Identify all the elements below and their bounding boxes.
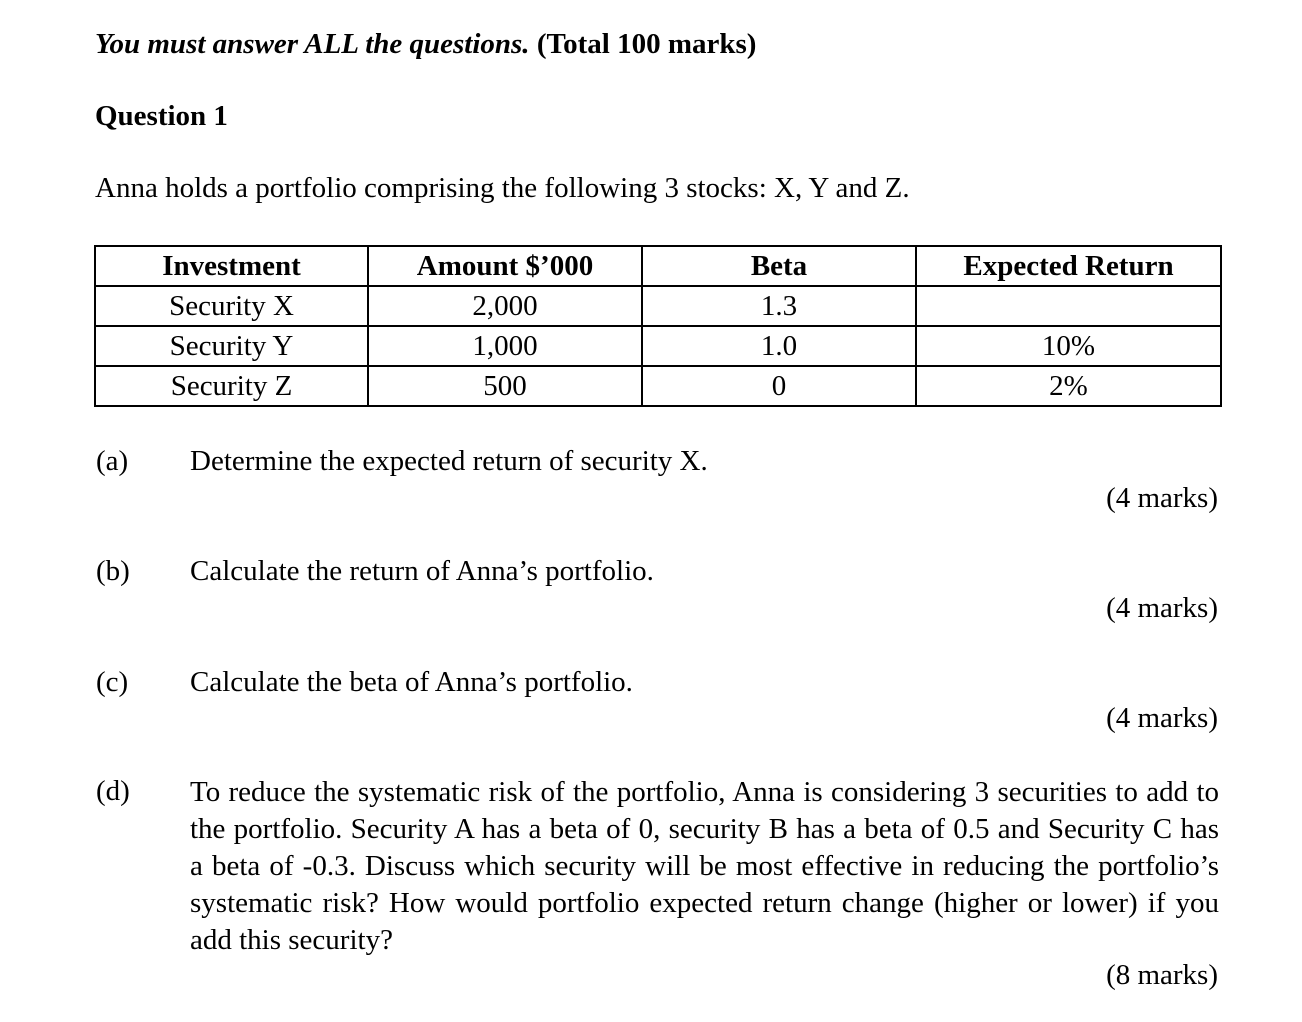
part-a-label: (a) [96, 445, 129, 477]
cell-investment: Security Z [95, 366, 368, 406]
cell-investment: Security X [95, 286, 368, 326]
total-marks: (Total 100 marks) [536, 28, 757, 60]
part-d-text: To reduce the systematic risk of the portfolio, Anna is considering 3 securities to add to the portfolio. Security A has a beta of 0, security B has a beta of 0.5 and Security C has a beta of -0.3. Discuss which security will be most effective in reducing the portfolio’s systematic risk? How would portfolio expected return change (higher or lower) if you add this security? [190, 776, 1219, 956]
table-row [95, 366, 1221, 406]
question-title: Question 1 [95, 100, 228, 132]
cell-beta: 1.0 [642, 326, 916, 366]
part-a-marks: (4 marks) [1106, 482, 1218, 514]
header-amount: Amount $’000 [368, 246, 642, 286]
portfolio-table [94, 245, 1222, 407]
cell-beta: 1.3 [642, 286, 916, 326]
header-beta: Beta [642, 246, 916, 286]
cell-expected-return [916, 286, 1221, 326]
part-c-label: (c) [96, 666, 129, 698]
part-a-text: Determine the expected return of security X. [190, 445, 708, 477]
table-header-row [95, 246, 1221, 286]
part-d-marks: (8 marks) [1106, 959, 1218, 991]
exam-instruction [95, 27, 756, 62]
cell-investment: Security Y [95, 326, 368, 366]
question-intro: Anna holds a portfolio comprising the following 3 stocks: X, Y and Z. [95, 172, 910, 204]
cell-expected-return: 2% [916, 366, 1221, 406]
table-row [95, 286, 1221, 326]
cell-beta: 0 [642, 366, 916, 406]
part-b-label: (b) [96, 555, 130, 587]
cell-amount: 2,000 [368, 286, 642, 326]
header-investment: Investment [95, 246, 368, 286]
part-b-marks: (4 marks) [1106, 592, 1218, 624]
part-d-label: (d) [96, 775, 130, 807]
cell-amount: 1,000 [368, 326, 642, 366]
part-c-text: Calculate the beta of Anna’s portfolio. [190, 666, 633, 698]
cell-amount: 500 [368, 366, 642, 406]
header-expected-return: Expected Return [916, 246, 1221, 286]
part-b-text: Calculate the return of Anna’s portfolio. [190, 555, 654, 587]
table-row [95, 326, 1221, 366]
part-c-marks: (4 marks) [1106, 702, 1218, 734]
cell-expected-return: 10% [916, 326, 1221, 366]
instruction-text: You must answer ALL the questions. [95, 28, 530, 60]
